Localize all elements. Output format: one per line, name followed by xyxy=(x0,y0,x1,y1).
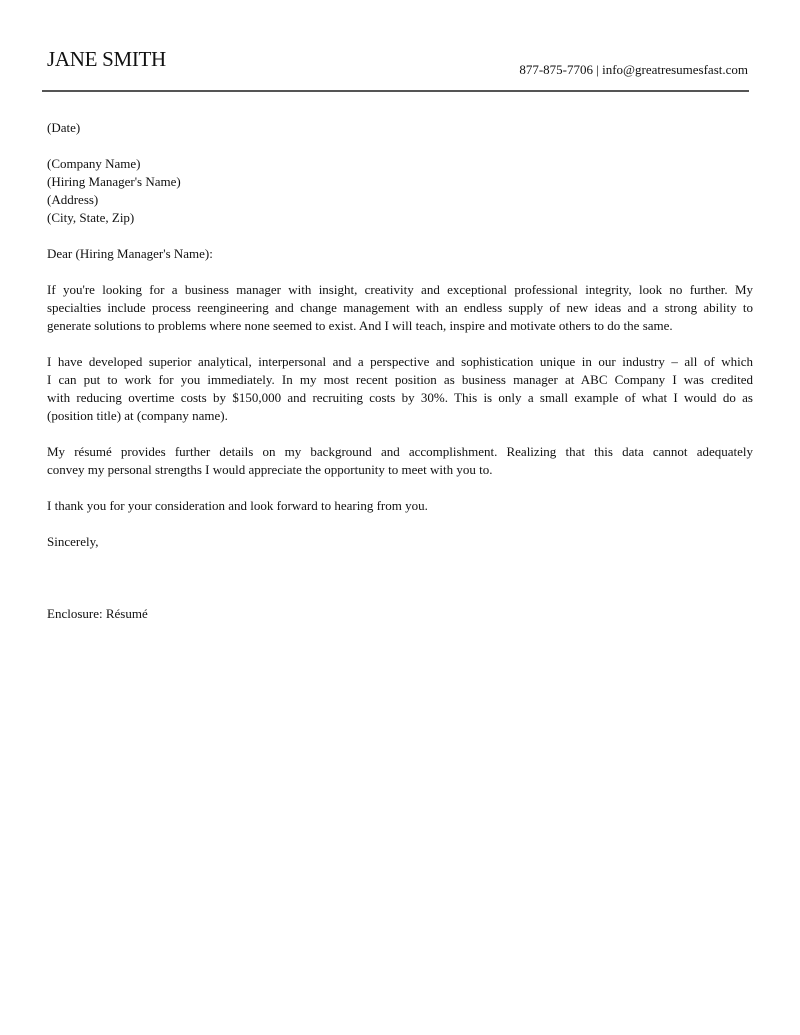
paragraph-line: generate solutions to problems where none seemed to exist. And I will teach, inspire and motivate others to do the same. xyxy=(47,318,673,333)
paragraph-line: I have developed superior analytical, interpersonal and a perspective and sophistication unique in our industry – all of which xyxy=(47,354,753,369)
paragraph-line: If you're looking for a business manager with insight, creativity and exceptional professional integrity, look no further. My xyxy=(47,282,753,297)
header-divider xyxy=(42,90,749,92)
paragraph-line: I can put to work for you immediately. In my most recent position as business manager at ABC Company I was credited xyxy=(47,372,753,387)
recipient-address: (Address) xyxy=(47,192,99,207)
enclosure: Enclosure: Résumé xyxy=(47,606,148,621)
recipient-block xyxy=(47,155,753,227)
paragraph-line: with reducing overtime costs by $150,000 and recruiting costs by 30%. This is only a small example of what I would do as xyxy=(47,390,753,405)
paragraph-1 xyxy=(47,281,753,335)
letter-date: (Date) xyxy=(47,120,81,135)
paragraph-line: (position title) at (company name). xyxy=(47,408,228,423)
salutation: Dear (Hiring Manager's Name): xyxy=(47,246,213,261)
letter-body xyxy=(47,119,753,623)
paragraph-line: I thank you for your consideration and look forward to hearing from you. xyxy=(47,498,428,513)
sender-name: JANE SMITH xyxy=(47,47,166,71)
paragraph-2 xyxy=(47,353,753,425)
paragraph-line: specialties include process reengineering and change management with an endless supply of new ideas and a strong ability to xyxy=(47,300,753,315)
closing: Sincerely, xyxy=(47,534,99,549)
paragraph-3 xyxy=(47,443,753,479)
paragraph-line: My résumé provides further details on my background and accomplishment. Realizing that this data cannot adequately xyxy=(47,444,753,459)
paragraph-line: convey my personal strengths I would appreciate the opportunity to meet with you to. xyxy=(47,462,493,477)
paragraph-4 xyxy=(47,497,753,515)
recipient-manager: (Hiring Manager's Name) xyxy=(47,174,181,189)
sender-contact: 877-875-7706 | info@greatresumesfast.com xyxy=(519,62,748,77)
recipient-company: (Company Name) xyxy=(47,156,141,171)
recipient-city: (City, State, Zip) xyxy=(47,210,135,225)
